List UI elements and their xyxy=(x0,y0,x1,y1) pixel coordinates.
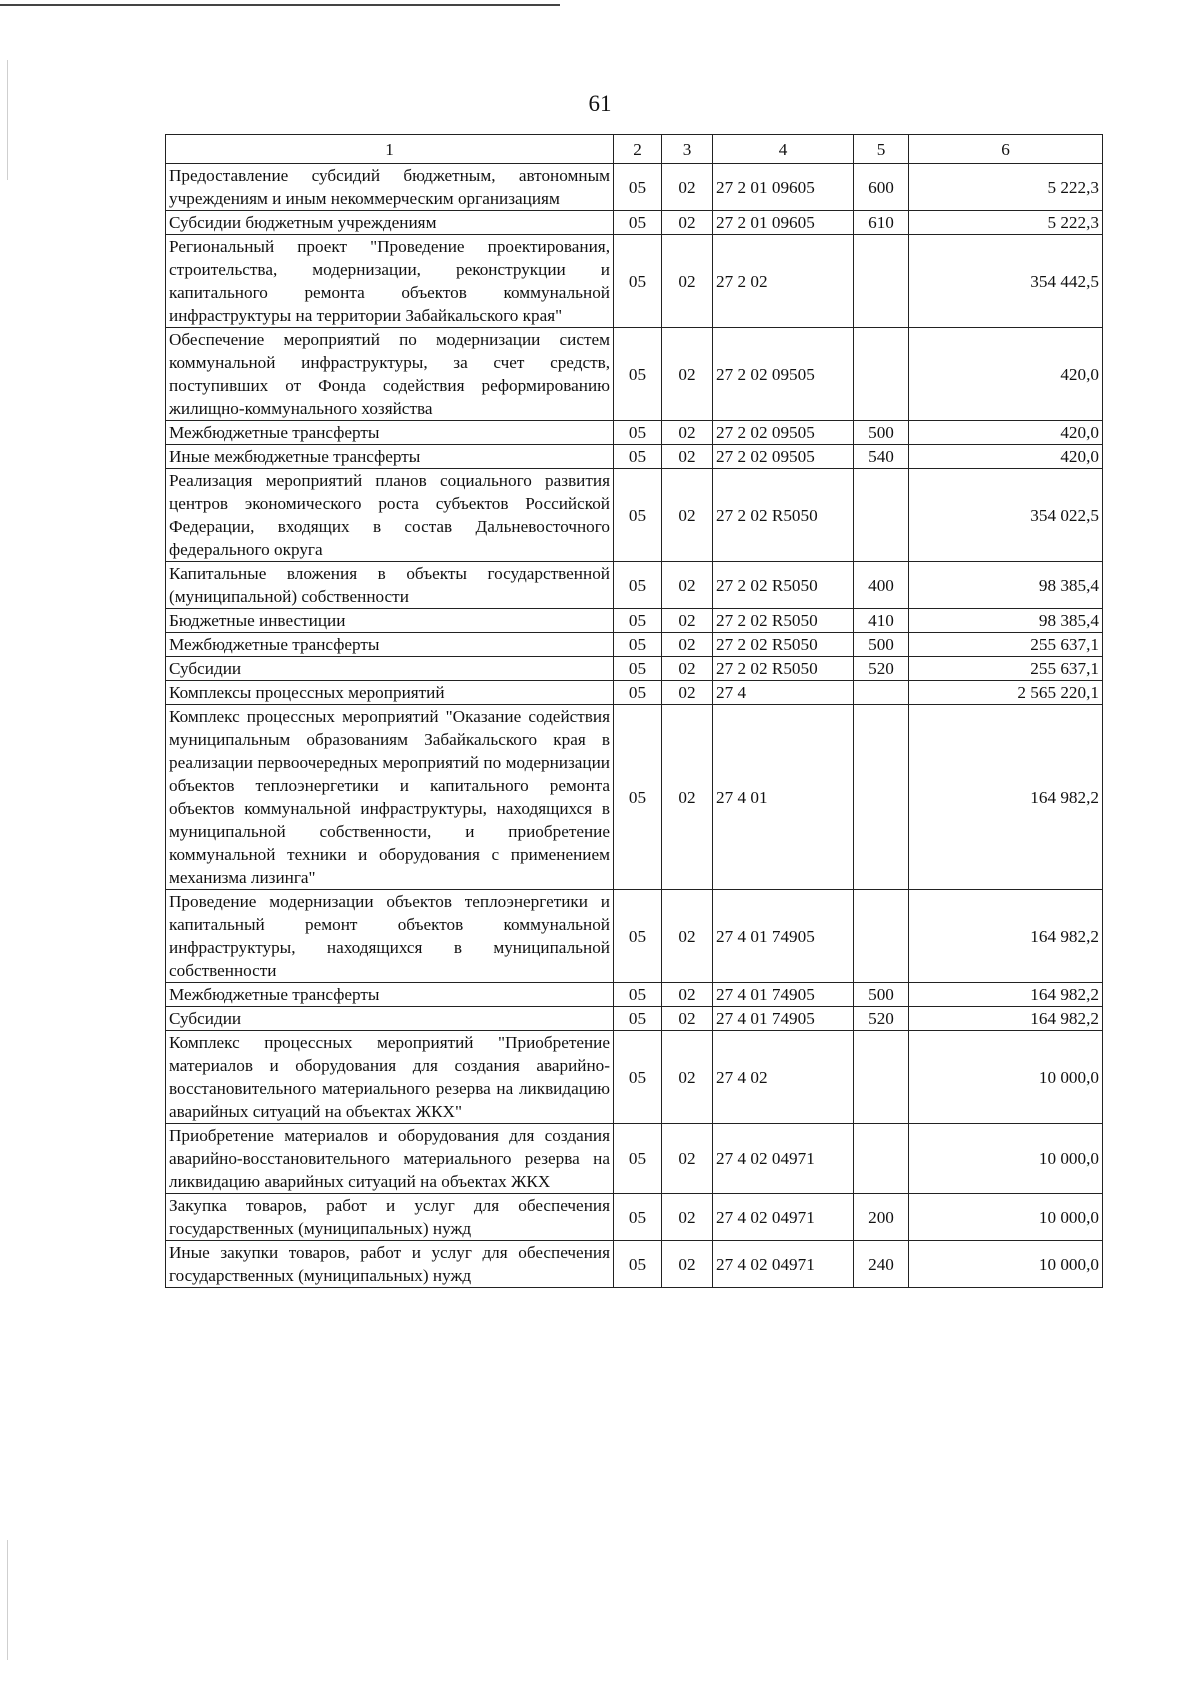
row-section: 05 xyxy=(614,983,662,1007)
row-article: 27 4 xyxy=(713,681,854,705)
header-col-3: 3 xyxy=(662,135,713,164)
row-subsection: 02 xyxy=(662,211,713,235)
row-subsection: 02 xyxy=(662,1031,713,1124)
row-subsection: 02 xyxy=(662,469,713,562)
row-subsection: 02 xyxy=(662,890,713,983)
row-expense-type: 520 xyxy=(854,657,909,681)
row-section: 05 xyxy=(614,421,662,445)
row-expense-type: 240 xyxy=(854,1241,909,1288)
header-row xyxy=(166,135,1103,164)
row-amount: 2 565 220,1 xyxy=(909,681,1103,705)
row-section: 05 xyxy=(614,681,662,705)
row-name: Капитальные вложения в объекты государственной (муниципальной) собственности xyxy=(166,562,614,609)
table-row xyxy=(166,705,1103,890)
row-name: Комплекс процессных мероприятий "Оказание содействия муниципальным образованиям Забайкальского края в реализации первоочередных мероприятий по модернизации объектов теплоэнергетики и капитального ремонта объектов коммунальной инфраструктуры, находящихся в муниципальной собственности, и приобретение коммунальной техники и оборудования с применением механизма лизинга" xyxy=(166,705,614,890)
row-amount: 10 000,0 xyxy=(909,1031,1103,1124)
margin-line-bottom xyxy=(7,1540,8,1660)
table-row xyxy=(166,983,1103,1007)
row-subsection: 02 xyxy=(662,1007,713,1031)
row-name: Субсидии xyxy=(166,657,614,681)
table-row xyxy=(166,235,1103,328)
row-amount: 420,0 xyxy=(909,328,1103,421)
row-section: 05 xyxy=(614,1194,662,1241)
table-row xyxy=(166,562,1103,609)
row-article: 27 2 02 R5050 xyxy=(713,469,854,562)
row-article: 27 2 02 09505 xyxy=(713,421,854,445)
row-subsection: 02 xyxy=(662,421,713,445)
row-name: Субсидии xyxy=(166,1007,614,1031)
row-expense-type: 500 xyxy=(854,421,909,445)
row-amount: 5 222,3 xyxy=(909,164,1103,211)
row-name: Предоставление субсидий бюджетным, автономным учреждениям и иным некоммерческим организациям xyxy=(166,164,614,211)
table-body xyxy=(166,164,1103,1288)
row-amount: 164 982,2 xyxy=(909,1007,1103,1031)
row-expense-type xyxy=(854,1031,909,1124)
row-name: Закупка товаров, работ и услуг для обеспечения государственных (муниципальных) нужд xyxy=(166,1194,614,1241)
row-name: Межбюджетные трансферты xyxy=(166,983,614,1007)
row-section: 05 xyxy=(614,705,662,890)
row-amount: 164 982,2 xyxy=(909,890,1103,983)
table-row xyxy=(166,657,1103,681)
row-expense-type: 600 xyxy=(854,164,909,211)
row-expense-type: 500 xyxy=(854,983,909,1007)
margin-line-top xyxy=(7,60,8,180)
table-row xyxy=(166,1194,1103,1241)
row-expense-type xyxy=(854,705,909,890)
row-article: 27 2 02 R5050 xyxy=(713,609,854,633)
header-col-5: 5 xyxy=(854,135,909,164)
row-amount: 10 000,0 xyxy=(909,1124,1103,1194)
row-section: 05 xyxy=(614,1031,662,1124)
row-expense-type: 540 xyxy=(854,445,909,469)
row-amount: 98 385,4 xyxy=(909,609,1103,633)
header-col-6: 6 xyxy=(909,135,1103,164)
row-section: 05 xyxy=(614,633,662,657)
row-subsection: 02 xyxy=(662,1241,713,1288)
row-section: 05 xyxy=(614,657,662,681)
row-section: 05 xyxy=(614,1241,662,1288)
row-section: 05 xyxy=(614,164,662,211)
table-row xyxy=(166,421,1103,445)
table-row xyxy=(166,1241,1103,1288)
row-name: Иные закупки товаров, работ и услуг для обеспечения государственных (муниципальных) нужд xyxy=(166,1241,614,1288)
row-section: 05 xyxy=(614,211,662,235)
table-row xyxy=(166,211,1103,235)
row-name: Иные межбюджетные трансферты xyxy=(166,445,614,469)
row-subsection: 02 xyxy=(662,235,713,328)
row-article: 27 4 01 xyxy=(713,705,854,890)
row-name: Обеспечение мероприятий по модернизации систем коммунальной инфраструктуры, за счет средств, поступивших от Фонда содействия реформированию жилищно-коммунального хозяйства xyxy=(166,328,614,421)
row-section: 05 xyxy=(614,328,662,421)
row-article: 27 4 01 74905 xyxy=(713,890,854,983)
row-subsection: 02 xyxy=(662,164,713,211)
top-rule xyxy=(0,4,560,6)
row-article: 27 2 02 09505 xyxy=(713,328,854,421)
header-col-4: 4 xyxy=(713,135,854,164)
row-article: 27 2 02 R5050 xyxy=(713,562,854,609)
row-amount: 98 385,4 xyxy=(909,562,1103,609)
table-row xyxy=(166,1007,1103,1031)
row-amount: 164 982,2 xyxy=(909,983,1103,1007)
row-subsection: 02 xyxy=(662,633,713,657)
row-amount: 10 000,0 xyxy=(909,1194,1103,1241)
row-name: Межбюджетные трансферты xyxy=(166,421,614,445)
row-name: Комплексы процессных мероприятий xyxy=(166,681,614,705)
row-name: Проведение модернизации объектов теплоэнергетики и капитальный ремонт объектов коммунальной инфраструктуры, находящихся в муниципальной собственности xyxy=(166,890,614,983)
row-expense-type: 200 xyxy=(854,1194,909,1241)
row-article: 27 2 02 R5050 xyxy=(713,657,854,681)
row-section: 05 xyxy=(614,235,662,328)
row-article: 27 2 02 xyxy=(713,235,854,328)
row-subsection: 02 xyxy=(662,562,713,609)
row-expense-type: 610 xyxy=(854,211,909,235)
row-section: 05 xyxy=(614,890,662,983)
row-amount: 10 000,0 xyxy=(909,1241,1103,1288)
table-row xyxy=(166,445,1103,469)
row-expense-type xyxy=(854,681,909,705)
row-amount: 354 442,5 xyxy=(909,235,1103,328)
table-header xyxy=(166,135,1103,164)
row-article: 27 4 02 04971 xyxy=(713,1124,854,1194)
table-row xyxy=(166,469,1103,562)
row-name: Бюджетные инвестиции xyxy=(166,609,614,633)
row-subsection: 02 xyxy=(662,1124,713,1194)
row-article: 27 2 02 R5050 xyxy=(713,633,854,657)
row-expense-type xyxy=(854,235,909,328)
table-row xyxy=(166,633,1103,657)
row-subsection: 02 xyxy=(662,609,713,633)
row-article: 27 4 02 04971 xyxy=(713,1194,854,1241)
row-expense-type: 500 xyxy=(854,633,909,657)
row-article: 27 2 02 09505 xyxy=(713,445,854,469)
row-article: 27 2 01 09605 xyxy=(713,164,854,211)
table-row xyxy=(166,1031,1103,1124)
row-article: 27 4 01 74905 xyxy=(713,983,854,1007)
row-amount: 354 022,5 xyxy=(909,469,1103,562)
row-expense-type xyxy=(854,328,909,421)
table-row xyxy=(166,328,1103,421)
row-name: Реализация мероприятий планов социального развития центров экономического роста субъектов Российской Федерации, входящих в состав Дальневосточного федерального округа xyxy=(166,469,614,562)
row-article: 27 4 01 74905 xyxy=(713,1007,854,1031)
row-article: 27 4 02 04971 xyxy=(713,1241,854,1288)
row-expense-type: 520 xyxy=(854,1007,909,1031)
row-subsection: 02 xyxy=(662,705,713,890)
row-section: 05 xyxy=(614,445,662,469)
row-subsection: 02 xyxy=(662,328,713,421)
row-subsection: 02 xyxy=(662,657,713,681)
row-name: Комплекс процессных мероприятий "Приобретение материалов и оборудования для создания аварийно-восстановительного материального резерва на ликвидацию аварийных ситуаций на объектах ЖКХ" xyxy=(166,1031,614,1124)
header-col-1: 1 xyxy=(166,135,614,164)
row-name: Межбюджетные трансферты xyxy=(166,633,614,657)
table-row xyxy=(166,1124,1103,1194)
row-article: 27 2 01 09605 xyxy=(713,211,854,235)
row-name: Субсидии бюджетным учреждениям xyxy=(166,211,614,235)
header-col-2: 2 xyxy=(614,135,662,164)
row-section: 05 xyxy=(614,1007,662,1031)
row-expense-type: 410 xyxy=(854,609,909,633)
row-subsection: 02 xyxy=(662,445,713,469)
table-row xyxy=(166,890,1103,983)
row-section: 05 xyxy=(614,469,662,562)
row-amount: 420,0 xyxy=(909,445,1103,469)
row-name: Приобретение материалов и оборудования для создания аварийно-восстановительного материального резерва на ликвидацию аварийных ситуаций на объектах ЖКХ xyxy=(166,1124,614,1194)
row-amount: 255 637,1 xyxy=(909,633,1103,657)
budget-table xyxy=(165,134,1103,1288)
row-section: 05 xyxy=(614,562,662,609)
row-section: 05 xyxy=(614,1124,662,1194)
table-row xyxy=(166,609,1103,633)
row-expense-type xyxy=(854,1124,909,1194)
row-amount: 255 637,1 xyxy=(909,657,1103,681)
table-row xyxy=(166,164,1103,211)
row-expense-type: 400 xyxy=(854,562,909,609)
row-name: Региональный проект "Проведение проектирования, строительства, модернизации, реконструкции и капитального ремонта объектов коммунальной инфраструктуры на территории Забайкальского края" xyxy=(166,235,614,328)
row-subsection: 02 xyxy=(662,681,713,705)
row-amount: 420,0 xyxy=(909,421,1103,445)
row-subsection: 02 xyxy=(662,1194,713,1241)
page-number: 61 xyxy=(588,91,612,116)
row-section: 05 xyxy=(614,609,662,633)
row-amount: 164 982,2 xyxy=(909,705,1103,890)
table-row xyxy=(166,681,1103,705)
row-amount: 5 222,3 xyxy=(909,211,1103,235)
row-subsection: 02 xyxy=(662,983,713,1007)
row-expense-type xyxy=(854,469,909,562)
row-article: 27 4 02 xyxy=(713,1031,854,1124)
row-expense-type xyxy=(854,890,909,983)
